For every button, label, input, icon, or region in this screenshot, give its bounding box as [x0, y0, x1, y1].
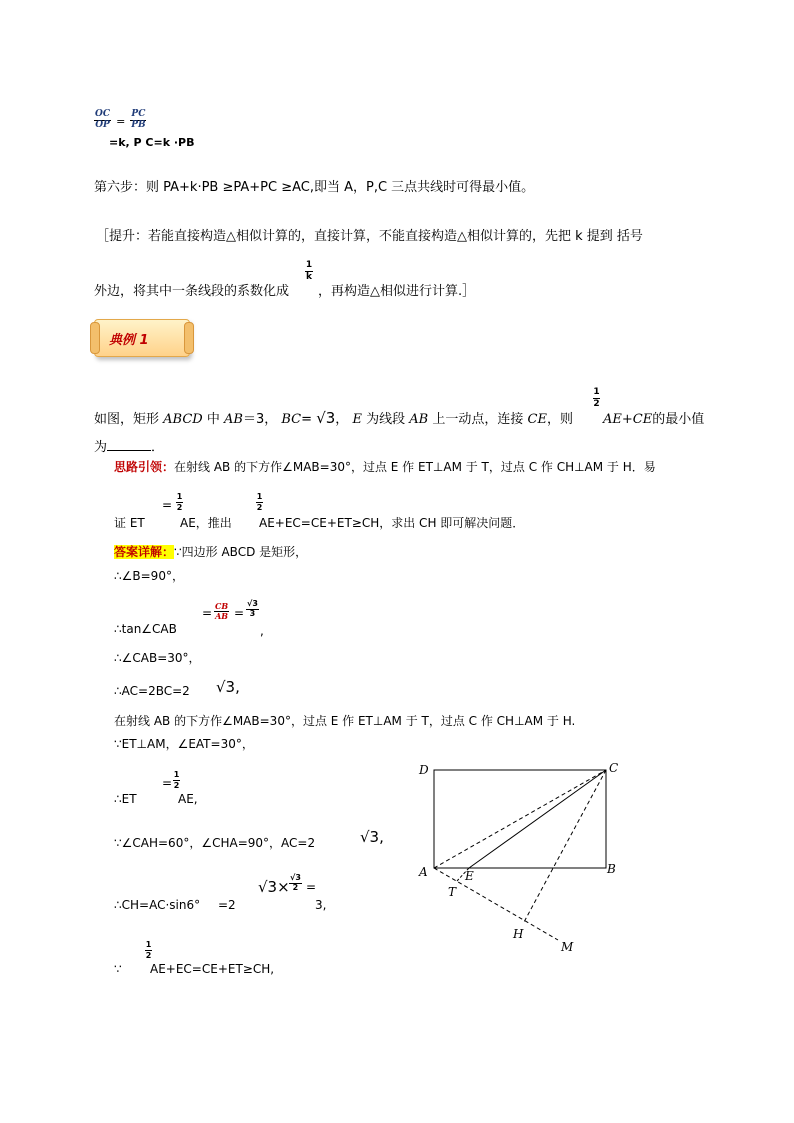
answer-line3-a: ∴tan∠CAB [114, 622, 177, 636]
tip-fraction [305, 260, 313, 283]
frac-pc-pb: $\frac{PC}{PB}$ [131, 109, 146, 130]
hint-half-frac-1: 1 2 [176, 492, 183, 512]
answer-line4: ∴∠CAB=30°， [114, 651, 201, 665]
answer-line2: ∴∠B=90°， [114, 569, 184, 583]
answer-line10-end: 3, [315, 898, 327, 912]
answer-line8-b: AE, [178, 792, 198, 806]
answer-line10-eq: = [306, 880, 317, 894]
answer-line1: 答案详解：∵四边形 ABCD 是矩形， [114, 545, 308, 559]
step6-text: 第六步：则 PA+k·PB ≥PA+PC ≥AC,即当 A，P,C 三点共线时可得最小值。 [94, 180, 535, 195]
answer-label: 答案详解： [114, 545, 175, 559]
problem-line1: 如图，矩形 ABCD 中 AB＝3， BC= √3， E 为线段 AB 上一动点，连接 CE，则 [94, 409, 573, 427]
label-h: H [513, 927, 524, 941]
label-b: B [607, 862, 616, 876]
line-am [434, 868, 558, 940]
answer-half-frac-1: 1 2 [173, 770, 180, 790]
label-a: A [419, 865, 428, 879]
answer-line10-sqrt: √3× [258, 878, 290, 896]
answer-line3-eq1: = [202, 606, 213, 620]
geometry-figure [410, 755, 630, 955]
answer-line6: 在射线 AB 的下方作∠MAB=30°，过点 E 作 ET⊥AM 于 T，过点 C 作 CH⊥AM 于 H. [114, 714, 576, 728]
tip-frac-den: k [306, 272, 312, 282]
hint-line2-b: AE，推出 [180, 516, 232, 530]
line-ec [469, 770, 606, 868]
frac-cb-ab: $\frac{CB}{AB}$ [215, 601, 229, 621]
answer-line3-eq2: = [234, 606, 245, 620]
hint-half-frac-2: 1 2 [256, 492, 263, 512]
problem-line2: 为 ． [94, 440, 165, 455]
answer-line9: ∵∠CAH=60°，∠CHA=90°，AC=2 [114, 836, 316, 850]
hint-label: 思路引领： [114, 460, 175, 474]
tip-line2-a: 外边，将其中一条线段的系数化成 [94, 284, 290, 299]
example-scroll-banner [94, 319, 190, 357]
label-d: D [419, 763, 429, 777]
frac-oc-op: $\frac{OC}{OP}$ [95, 109, 111, 130]
answer-half-frac-2: 1 2 [145, 940, 152, 960]
hint-line2-a: 证 ET [114, 516, 145, 530]
answer-line3-comma: , [260, 624, 264, 638]
answer-line9-sqrt: √3, [360, 828, 384, 846]
label-t: T [448, 885, 457, 899]
frac-sqrt3-2: $\frac{√3}{2}$ [290, 873, 301, 892]
example-label: 典例 1 [109, 333, 149, 348]
frac-sqrt3-3: $\frac{√3}{3}$ [247, 599, 258, 618]
answer-line8-a: ∴ET [114, 792, 137, 806]
label-e: E [465, 869, 474, 883]
equals-sign: = [116, 115, 126, 128]
label-c: C [609, 761, 619, 775]
tip-line1: ［提升：若能直接构造△相似计算的，直接计算，不能直接构造△相似计算的，先把 k 提到 括号 [96, 229, 643, 244]
hint-line2-c: AE+EC=CE+ET≥CH，求出 CH 即可解决问题． [259, 516, 525, 530]
answer-line5-sqrt: √3, [216, 678, 240, 696]
tip-frac-num: 1 [305, 260, 313, 270]
answer-line11-a: ∵ [114, 962, 122, 976]
problem-half-frac: 1 2 [593, 387, 600, 409]
tip-line2-b: ，再构造△相似进行计算.］ [318, 284, 476, 299]
formula-tail: =k, P C=k ·PB [109, 136, 195, 149]
answer-line5: ∴AC=2BC=2 [114, 684, 190, 698]
top-formula [94, 110, 146, 131]
answer-line11-b: AE+EC=CE+ET≥CH, [150, 962, 275, 976]
line-ch [524, 770, 606, 922]
answer-blank[interactable] [107, 438, 151, 451]
hint-line1: 思路引领：在射线 AB 的下方作∠MAB=30°，过点 E 作 ET⊥AM 于 T，过点 C 作 CH⊥AM 于 H．易 [114, 460, 656, 474]
problem-line1-tail: AE+CE的最小值 [603, 412, 705, 427]
hint-line2-eq: = [162, 498, 173, 512]
label-m: M [561, 940, 574, 954]
answer-line10-a: ∴CH=AC·sin6° [114, 898, 201, 912]
answer-line8-eq: = [162, 776, 173, 790]
answer-line10-b: =2 [218, 898, 236, 912]
line-ac [434, 770, 606, 868]
answer-line7: ∵ET⊥AM，∠EAT=30°， [114, 737, 254, 751]
